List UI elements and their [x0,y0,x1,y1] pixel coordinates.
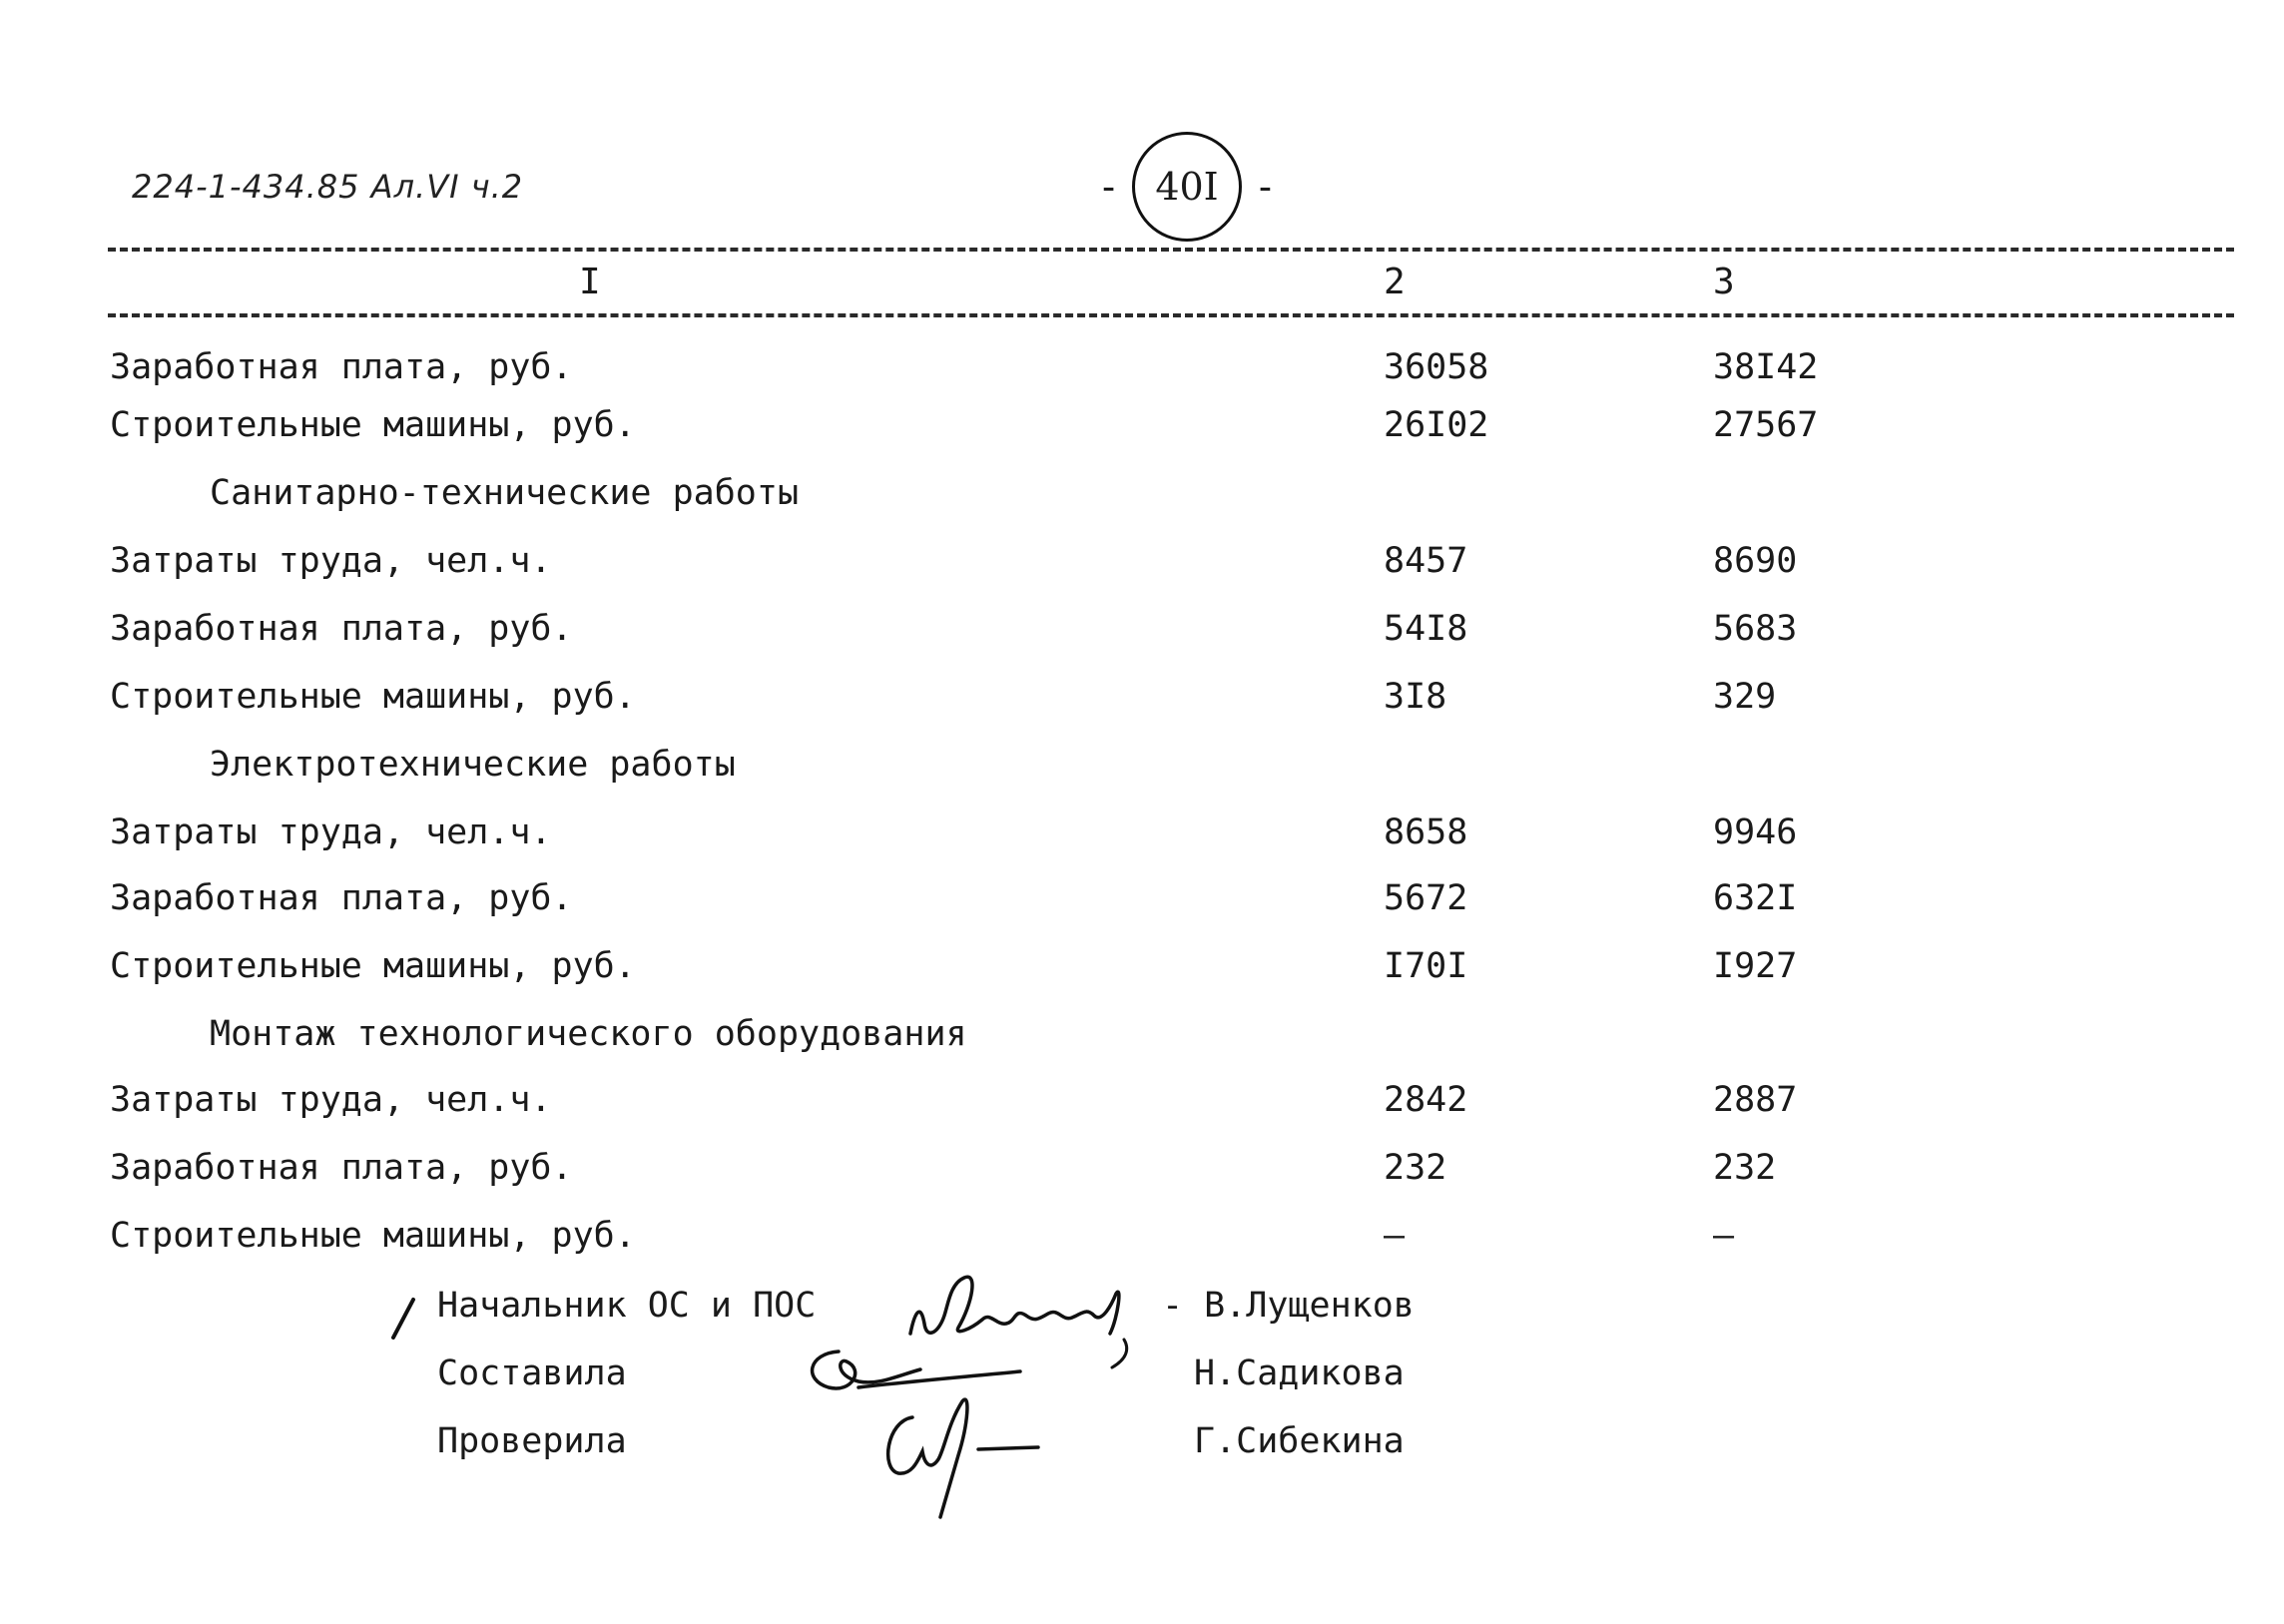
column-header-1: I [579,262,601,302]
row-value-col2: 54I8 [1384,609,1468,649]
section-heading: Электротехнические работы [210,745,736,785]
page-number-dash-left: - [1097,165,1120,209]
row-label: Заработная плата, руб. [110,609,573,649]
page-number: 40I [1155,165,1219,209]
row-value-col2: 3I8 [1384,677,1447,717]
table-row [0,878,2284,938]
table-row [0,812,2284,872]
table-row [0,541,2284,601]
row-label: Строительные машины, руб. [110,1216,636,1256]
document-code: 224-1-434.85 Ал.VI ч.2 [132,168,524,206]
row-value-col3: 38I42 [1713,347,1819,387]
handwritten-signature-checked [878,1393,1058,1523]
row-label: Затраты труда, чел.ч. [110,541,552,581]
row-value-col3: 9946 [1713,812,1798,852]
row-value-col2: 26I02 [1384,405,1489,445]
row-label: Затраты труда, чел.ч. [110,1080,552,1120]
table-header-rule [108,313,2234,317]
page-number-block [1092,132,1282,242]
section-heading: Монтаж технологического оборудования [210,1014,967,1054]
section-heading-row [0,745,2284,805]
row-label: Заработная плата, руб. [110,1148,573,1188]
row-value-col2: 2842 [1384,1080,1468,1120]
table-row [0,1148,2284,1208]
row-value-col2: I70I [1384,946,1468,986]
table-top-rule [108,248,2234,252]
section-heading-row [0,473,2284,533]
row-value-col2: – [1384,1216,1406,1256]
row-value-col3: 329 [1713,677,1777,717]
column-header-2: 2 [1384,262,1406,302]
table-row [0,946,2284,1006]
signature-name-compiled: Н.Садикова [1194,1353,1405,1393]
page-number-circle [1132,132,1242,242]
row-label: Затраты труда, чел.ч. [110,812,552,852]
table-row [0,405,2284,465]
signature-role-checked: Проверила [437,1421,627,1461]
tick-mark-icon [383,1294,423,1344]
row-value-col2: 5672 [1384,878,1468,918]
table-row [0,677,2284,737]
row-label: Строительные машины, руб. [110,405,636,445]
row-label: Заработная плата, руб. [110,347,573,387]
column-header-3: 3 [1713,262,1735,302]
row-value-col3: 2887 [1713,1080,1798,1120]
signature-name-head: - В.Лущенков [1162,1286,1415,1326]
section-heading: Санитарно-технические работы [210,473,800,513]
row-value-col2: 232 [1384,1148,1447,1188]
row-value-col3: 5683 [1713,609,1798,649]
signature-name-checked: Г.Сибекина [1194,1421,1405,1461]
row-value-col3: 8690 [1713,541,1798,581]
row-value-col3: I927 [1713,946,1798,986]
signature-role-head: Начальник ОС и ПОС [437,1286,817,1326]
table-row [0,609,2284,669]
row-label: Заработная плата, руб. [110,878,573,918]
row-value-col3: 27567 [1713,405,1819,445]
row-value-col3: – [1713,1216,1735,1256]
row-label: Строительные машины, руб. [110,677,636,717]
row-value-col3: 632I [1713,878,1798,918]
page-number-dash-right: - [1254,165,1277,209]
row-value-col3: 232 [1713,1148,1777,1188]
row-value-col2: 8457 [1384,541,1468,581]
signature-role-compiled: Составила [437,1353,627,1393]
table-row [0,1080,2284,1140]
row-value-col2: 36058 [1384,347,1489,387]
row-value-col2: 8658 [1384,812,1468,852]
section-heading-row [0,1014,2284,1074]
row-label: Строительные машины, руб. [110,946,636,986]
table-row [0,347,2284,407]
